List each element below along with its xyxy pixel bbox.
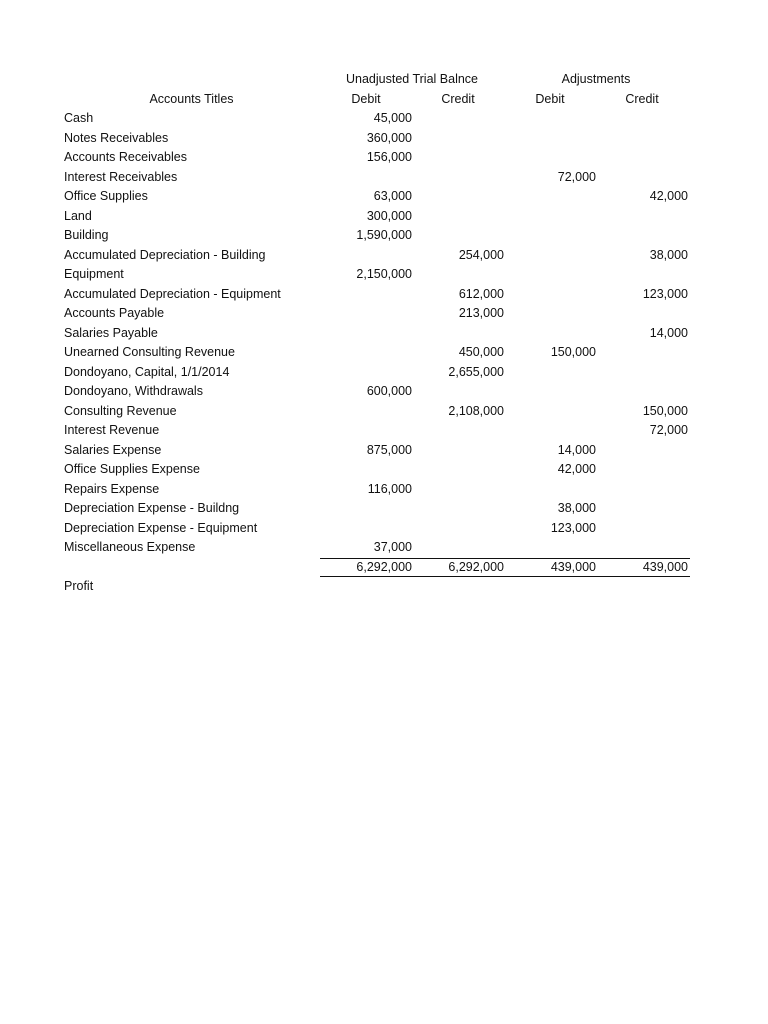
utb-debit-cell: 360,000 bbox=[366, 130, 412, 145]
account-row bbox=[64, 441, 692, 461]
adj-debit-cell bbox=[504, 246, 596, 266]
adj-debit-cell bbox=[504, 265, 596, 285]
utb-debit-cell bbox=[320, 324, 412, 344]
utb-debit-cell bbox=[320, 402, 412, 422]
account-row bbox=[64, 304, 692, 324]
account-row bbox=[64, 109, 692, 129]
account-title: Unearned Consulting Revenue bbox=[64, 345, 235, 359]
adj-credit-cell: 150,000 bbox=[642, 403, 688, 418]
utb-debit-cell bbox=[320, 460, 412, 480]
utb-credit-cell bbox=[412, 460, 504, 480]
account-row bbox=[64, 538, 692, 558]
adj-credit-cell: 123,000 bbox=[642, 286, 688, 301]
utb-debit-cell bbox=[320, 421, 412, 441]
utb-credit-cell: 2,108,000 bbox=[448, 403, 504, 418]
adj-debit-cell bbox=[504, 207, 596, 227]
adj-credit-cell bbox=[596, 538, 688, 558]
account-title: Office Supplies Expense bbox=[64, 462, 200, 476]
utb-debit-cell: 63,000 bbox=[373, 189, 412, 203]
unadjusted-trial-balance-heading: Unadjusted Trial Balnce bbox=[345, 72, 479, 86]
utb-credit-cell bbox=[412, 187, 504, 207]
adj-credit-cell bbox=[596, 265, 688, 285]
adj-debit-cell bbox=[504, 109, 596, 129]
adj-credit-cell bbox=[596, 129, 688, 149]
adj-debit-cell: 38,000 bbox=[557, 501, 596, 515]
adj-credit-cell bbox=[596, 226, 688, 246]
adj-credit-cell: 42,000 bbox=[649, 189, 688, 203]
accounts-titles-heading: Accounts Titles bbox=[149, 91, 234, 106]
adj-credit-cell bbox=[596, 441, 688, 461]
account-title: Office Supplies bbox=[64, 189, 148, 203]
adj-credit-cell bbox=[596, 207, 688, 227]
account-title: Cash bbox=[64, 111, 94, 125]
account-row bbox=[64, 246, 692, 266]
utb-credit-cell: 254,000 bbox=[458, 247, 504, 262]
profit-row bbox=[64, 577, 692, 597]
total-utb-credit: 6,292,000 bbox=[448, 559, 504, 574]
account-title: Dondoyano, Withdrawals bbox=[64, 384, 203, 398]
adj-credit-cell bbox=[596, 460, 688, 480]
total-adj-credit: 439,000 bbox=[642, 559, 688, 574]
utb-credit-cell bbox=[412, 109, 504, 129]
account-row bbox=[64, 382, 692, 402]
account-row bbox=[64, 499, 692, 519]
utb-credit-cell bbox=[412, 324, 504, 344]
utb-credit-cell bbox=[412, 382, 504, 402]
utb-debit-cell bbox=[320, 499, 412, 519]
utb-debit-cell: 1,590,000 bbox=[356, 228, 412, 242]
utb-credit-cell bbox=[412, 519, 504, 539]
group-header-row bbox=[64, 70, 692, 90]
adj-debit-cell bbox=[504, 187, 596, 207]
utb-credit-cell: 612,000 bbox=[458, 286, 504, 301]
utb-credit-cell bbox=[412, 148, 504, 168]
adj-debit-cell bbox=[504, 304, 596, 324]
utb-debit-cell: 116,000 bbox=[367, 481, 412, 496]
account-title: Consulting Revenue bbox=[64, 403, 177, 418]
adj-debit-cell bbox=[504, 285, 596, 305]
account-title: Accumulated Depreciation - Equipment bbox=[64, 286, 281, 301]
profit-label: Profit bbox=[64, 579, 94, 593]
adj-credit-cell bbox=[596, 519, 688, 539]
adj-credit-cell: 14,000 bbox=[649, 325, 688, 340]
account-row bbox=[64, 226, 692, 246]
adj-debit-cell bbox=[504, 538, 596, 558]
adj-credit-cell bbox=[596, 343, 688, 363]
utb-credit-cell: 2,655,000 bbox=[448, 364, 504, 379]
utb-credit-cell bbox=[412, 207, 504, 227]
account-row bbox=[64, 421, 692, 441]
adj-credit-cell: 72,000 bbox=[649, 423, 688, 437]
utb-debit-cell bbox=[320, 168, 412, 188]
adj-debit-heading: Debit bbox=[535, 91, 565, 106]
adj-credit-cell bbox=[596, 304, 688, 324]
account-row bbox=[64, 519, 692, 539]
account-title: Building bbox=[64, 228, 109, 242]
account-row bbox=[64, 265, 692, 285]
account-title: Equipment bbox=[64, 267, 124, 281]
account-row bbox=[64, 363, 692, 383]
account-row bbox=[64, 324, 692, 344]
adj-debit-cell bbox=[504, 421, 596, 441]
utb-credit-cell bbox=[412, 441, 504, 461]
account-title: Notes Receivables bbox=[64, 130, 169, 145]
utb-debit-cell bbox=[320, 519, 412, 539]
account-title: Salaries Payable bbox=[64, 325, 158, 340]
utb-debit-cell bbox=[320, 246, 412, 266]
utb-credit-cell bbox=[412, 538, 504, 558]
utb-debit-cell: 2,150,000 bbox=[356, 267, 412, 281]
trial-balance-table bbox=[64, 70, 692, 597]
account-title: Salaries Expense bbox=[64, 442, 162, 457]
account-row bbox=[64, 402, 692, 422]
utb-debit-cell: 875,000 bbox=[366, 442, 412, 457]
adjustments-heading: Adjustments bbox=[561, 72, 631, 86]
account-title: Interest Receivables bbox=[64, 169, 178, 184]
account-row bbox=[64, 460, 692, 480]
adj-debit-cell bbox=[504, 129, 596, 149]
adj-debit-cell: 42,000 bbox=[557, 462, 596, 476]
adj-debit-cell bbox=[504, 382, 596, 402]
utb-credit-cell: 450,000 bbox=[458, 345, 504, 359]
utb-debit-cell: 45,000 bbox=[373, 111, 412, 125]
account-rows bbox=[64, 109, 692, 558]
adj-debit-cell: 150,000 bbox=[550, 345, 596, 359]
account-title: Land bbox=[64, 208, 92, 223]
adj-debit-cell bbox=[504, 402, 596, 422]
account-row bbox=[64, 285, 692, 305]
account-row bbox=[64, 343, 692, 363]
utb-credit-cell: 213,000 bbox=[458, 306, 504, 320]
utb-debit-cell bbox=[320, 285, 412, 305]
adj-credit-cell bbox=[596, 148, 688, 168]
utb-credit-cell bbox=[412, 480, 504, 500]
adj-debit-cell: 14,000 bbox=[557, 442, 596, 457]
account-title: Accumulated Depreciation - Building bbox=[64, 247, 266, 262]
account-row bbox=[64, 168, 692, 188]
utb-credit-cell bbox=[412, 265, 504, 285]
account-row bbox=[64, 129, 692, 149]
adj-credit-cell bbox=[596, 382, 688, 402]
total-utb-debit: 6,292,000 bbox=[356, 559, 412, 574]
utb-debit-cell: 300,000 bbox=[366, 208, 412, 223]
column-header-row bbox=[64, 90, 692, 110]
utb-credit-cell bbox=[412, 168, 504, 188]
utb-debit-cell bbox=[320, 343, 412, 363]
utb-debit-cell: 156,000 bbox=[366, 150, 412, 164]
utb-debit-heading: Debit bbox=[351, 91, 381, 106]
adj-debit-cell bbox=[504, 480, 596, 500]
account-title: Depreciation Expense - Equipment bbox=[64, 520, 258, 535]
account-title: Accounts Payable bbox=[64, 306, 165, 320]
account-title: Interest Revenue bbox=[64, 423, 160, 437]
adj-credit-heading: Credit bbox=[625, 91, 659, 106]
utb-credit-cell bbox=[412, 129, 504, 149]
adj-debit-cell bbox=[504, 363, 596, 383]
adj-credit-cell bbox=[596, 480, 688, 500]
adj-debit-cell bbox=[504, 324, 596, 344]
utb-credit-heading: Credit bbox=[441, 91, 475, 106]
account-row bbox=[64, 480, 692, 500]
adj-credit-cell bbox=[596, 168, 688, 188]
adj-credit-cell bbox=[596, 363, 688, 383]
utb-credit-cell bbox=[412, 226, 504, 246]
utb-credit-cell bbox=[412, 499, 504, 519]
account-title: Miscellaneous Expense bbox=[64, 540, 196, 554]
utb-debit-cell: 37,000 bbox=[373, 540, 412, 554]
account-row bbox=[64, 207, 692, 227]
adj-debit-cell bbox=[504, 226, 596, 246]
utb-debit-cell bbox=[320, 304, 412, 324]
totals-row bbox=[64, 558, 692, 578]
account-row bbox=[64, 148, 692, 168]
utb-credit-cell bbox=[412, 421, 504, 441]
adj-credit-cell bbox=[596, 499, 688, 519]
adj-credit-cell: 38,000 bbox=[649, 247, 688, 262]
adj-debit-cell: 123,000 bbox=[550, 520, 596, 535]
total-adj-debit: 439,000 bbox=[550, 559, 596, 574]
adj-debit-cell: 72,000 bbox=[557, 169, 596, 184]
account-row bbox=[64, 187, 692, 207]
adj-debit-cell bbox=[504, 148, 596, 168]
adj-credit-cell bbox=[596, 109, 688, 129]
account-title: Repairs Expense bbox=[64, 481, 160, 496]
account-title: Accounts Receivables bbox=[64, 150, 187, 164]
utb-debit-cell: 600,000 bbox=[366, 384, 412, 398]
utb-debit-cell bbox=[320, 363, 412, 383]
account-title: Dondoyano, Capital, 1/1/2014 bbox=[64, 364, 230, 379]
account-title: Depreciation Expense - Buildng bbox=[64, 501, 240, 515]
